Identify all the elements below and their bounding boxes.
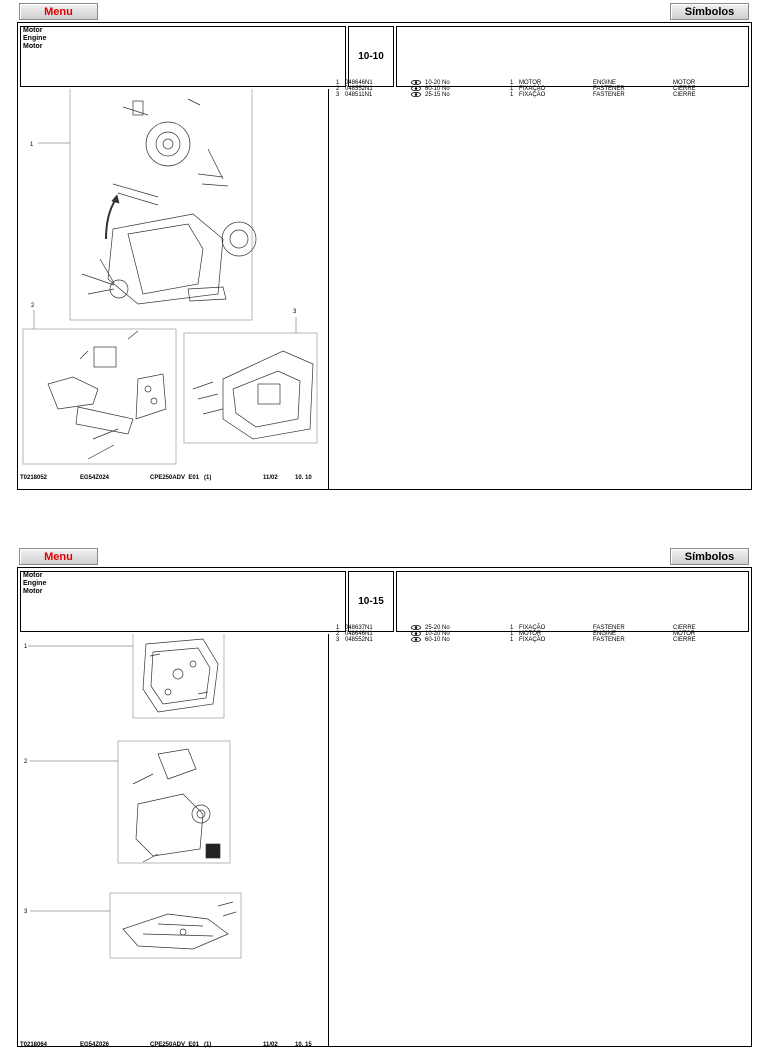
part-desc-en: FASTENER <box>593 86 625 92</box>
part-code: 048637N1 <box>345 625 373 631</box>
section-number: 10-15 <box>348 571 394 632</box>
part-desc-en: FASTENER <box>593 625 625 631</box>
title-en: Engine <box>23 580 47 587</box>
part-desc-es: CIERRE <box>673 637 696 643</box>
callout-2[interactable]: 2 <box>31 303 35 309</box>
part-qty: 1 <box>510 92 514 98</box>
part-desc-es: MOTOR <box>673 631 696 637</box>
part-desc-es: CIERRE <box>673 92 696 98</box>
footer-drawing: EG54Z024 <box>80 475 110 481</box>
callout-2[interactable]: 2 <box>24 759 28 765</box>
part-qty: 1 <box>510 80 514 86</box>
section-number: 10-10 <box>348 26 394 87</box>
footer-date: 11/02 <box>263 475 278 481</box>
part-qty: 1 <box>510 637 514 643</box>
footer-section: 10. 10 <box>295 475 312 481</box>
part-desc-pt: MOTOR <box>519 631 542 637</box>
part-number: 1 <box>336 625 340 631</box>
part-code: 048552N1 <box>345 637 373 643</box>
cover-sketch <box>143 639 218 712</box>
exploded-view-drawing <box>18 634 328 1048</box>
part-code: 048511N1 <box>345 92 373 98</box>
title-es: Motor <box>23 588 43 595</box>
housing-illustration-box <box>184 333 317 443</box>
part-range: 60-10 No <box>425 637 450 643</box>
part-desc-es: MOTOR <box>673 80 696 86</box>
column-divider <box>328 89 329 489</box>
housing-sketch <box>193 351 313 439</box>
engine-sketch <box>133 749 220 862</box>
footer-ref: T0218052 <box>20 475 48 481</box>
footer-model: CPE250ADV E01 (1) <box>150 475 212 481</box>
eye-icon[interactable] <box>411 92 421 99</box>
bracket-illustration-box <box>23 329 176 464</box>
bracket-sketch <box>48 331 166 459</box>
column-divider <box>328 634 329 1046</box>
eye-icon[interactable] <box>411 637 421 644</box>
description-box <box>396 26 749 87</box>
part-qty: 1 <box>510 625 514 631</box>
footer-section: 10. 15 <box>295 1042 312 1048</box>
callout-3[interactable]: 3 <box>293 309 297 315</box>
title-en: Engine <box>23 35 47 42</box>
part-desc-pt: MOTOR <box>519 80 542 86</box>
symbols-button[interactable]: Símbolos <box>670 548 749 565</box>
bracket-sketch <box>123 902 236 949</box>
page-footer <box>18 475 328 485</box>
menu-button[interactable]: Menu <box>19 3 98 20</box>
part-number: 3 <box>336 92 340 98</box>
footer-ref: T0218064 <box>20 1042 48 1048</box>
part-code: 048646N1 <box>345 80 373 86</box>
callout-3[interactable]: 3 <box>24 909 28 915</box>
part-qty: 1 <box>510 86 514 92</box>
page-footer <box>18 1042 328 1052</box>
part-row[interactable] <box>333 92 753 98</box>
engine-illustration-box <box>70 89 252 320</box>
part-desc-pt: FIXAÇÃO <box>519 86 546 92</box>
catalog-frame <box>17 567 752 1047</box>
part-range: 10-20 No <box>425 80 450 86</box>
callout-1[interactable]: 1 <box>30 142 34 148</box>
exploded-view-drawing <box>18 89 328 489</box>
title-es: Motor <box>23 43 43 50</box>
part-desc-pt: FIXAÇÃO <box>519 637 546 643</box>
menu-button[interactable]: Menu <box>19 548 98 565</box>
part-desc-es: CIERRE <box>673 625 696 631</box>
parts-list <box>333 625 753 643</box>
footer-model: CPE250ADV E01 (1) <box>150 1042 212 1048</box>
illustration-area <box>18 634 328 1048</box>
part-number: 2 <box>336 631 340 637</box>
part-desc-en: ENGINE <box>593 631 617 637</box>
part-number: 1 <box>336 80 340 86</box>
part-desc-en: FASTENER <box>593 92 625 98</box>
part-row[interactable] <box>333 637 753 643</box>
symbols-button[interactable]: Símbolos <box>670 3 749 20</box>
part-number: 3 <box>336 637 340 643</box>
part-number: 2 <box>336 86 340 92</box>
footer-drawing: EG54Z026 <box>80 1042 110 1048</box>
part-code: 048552N1 <box>345 86 373 92</box>
catalog-frame <box>17 22 752 490</box>
part-desc-en: ENGINE <box>593 80 617 86</box>
part-desc-pt: FIXAÇÃO <box>519 625 546 631</box>
engine-sketch <box>82 99 256 304</box>
callout-1[interactable]: 1 <box>24 644 28 650</box>
illustration-area <box>18 89 328 489</box>
parts-list <box>333 80 753 98</box>
title-pt: Motor <box>23 27 43 34</box>
part-code: 048646N1 <box>345 631 373 637</box>
part-range: 10-20 No <box>425 631 450 637</box>
part-desc-en: FASTENER <box>593 637 625 643</box>
part-desc-es: CIERRE <box>673 86 696 92</box>
cover-illustration-box <box>133 634 224 718</box>
footer-date: 11/02 <box>263 1042 278 1048</box>
part-desc-pt: FIXAÇÃO <box>519 92 546 98</box>
part-qty: 1 <box>510 631 514 637</box>
title-box <box>20 571 346 632</box>
title-box <box>20 26 346 87</box>
part-range: 25-20 No <box>425 625 450 631</box>
description-box <box>396 571 749 632</box>
part-range: 25-15 No <box>425 92 450 98</box>
part-range: 60-10 No <box>425 86 450 92</box>
title-pt: Motor <box>23 572 43 579</box>
